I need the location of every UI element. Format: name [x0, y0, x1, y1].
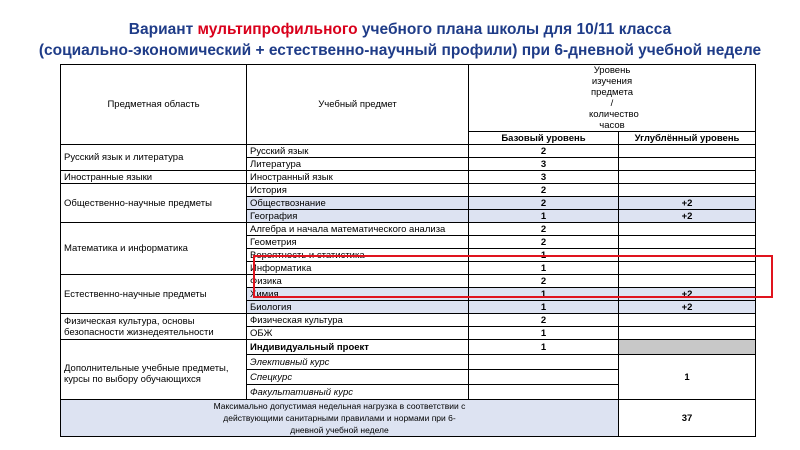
header-basic: Базовый уровень — [469, 132, 619, 145]
table-row — [61, 171, 756, 184]
header-advanced: Углублённый уровень — [619, 132, 756, 145]
advanced-cell: +2 — [619, 197, 756, 210]
subject-cell: Иностранный язык — [247, 171, 469, 184]
basic-cell: 1 — [469, 340, 619, 355]
advanced-cell — [619, 314, 756, 327]
basic-cell: 3 — [469, 171, 619, 184]
title-text-end: учебного плана школы для 10/11 класса — [357, 21, 672, 38]
extra-total-cell: 1 — [619, 355, 756, 400]
basic-cell: 2 — [469, 145, 619, 158]
advanced-cell — [619, 171, 756, 184]
advanced-cell — [619, 249, 756, 262]
basic-cell: 1 — [469, 249, 619, 262]
area-cell: Иностранные языки — [61, 171, 247, 184]
basic-cell: 1 — [469, 288, 619, 301]
basic-cell — [469, 385, 619, 400]
advanced-cell-disabled — [619, 340, 756, 355]
subject-cell: Факультативный курс — [247, 385, 469, 400]
subject-cell: Индивидуальный проект — [247, 340, 469, 355]
basic-cell: 2 — [469, 314, 619, 327]
basic-cell: 3 — [469, 158, 619, 171]
advanced-cell — [619, 262, 756, 275]
title-text: Вариант — [128, 21, 198, 38]
table-row — [61, 340, 756, 355]
advanced-cell — [619, 223, 756, 236]
basic-cell — [469, 370, 619, 385]
advanced-cell — [619, 145, 756, 158]
subject-cell: Литература — [247, 158, 469, 171]
subject-cell: Физика — [247, 275, 469, 288]
advanced-cell — [619, 184, 756, 197]
page-title-line-1 — [0, 21, 800, 39]
basic-cell: 2 — [469, 197, 619, 210]
table-row — [61, 314, 756, 327]
area-cell: Дополнительные учебные предметы, курсы по выбору обучающихся — [61, 340, 247, 400]
subject-cell: Информатика — [247, 262, 469, 275]
table-row — [61, 145, 756, 158]
table-row — [61, 223, 756, 236]
basic-cell: 1 — [469, 327, 619, 340]
subject-cell: Геометрия — [247, 236, 469, 249]
footer-total: 37 — [619, 400, 756, 437]
subject-cell: География — [247, 210, 469, 223]
advanced-cell — [619, 327, 756, 340]
curriculum-table — [60, 64, 756, 437]
subject-cell: Спецкурс — [247, 370, 469, 385]
basic-cell — [469, 355, 619, 370]
title-accent: мультипрофильного — [197, 21, 358, 38]
footer-text: Максимально допустимая недельная нагрузка в соответствии с действующими санитарными правилами и нормами при 6-дневной учебной неделе — [61, 400, 619, 437]
table-row — [61, 275, 756, 288]
subject-cell: Алгебра и начала математического анализа — [247, 223, 469, 236]
footer-row — [61, 400, 756, 437]
subject-cell: Русский язык — [247, 145, 469, 158]
advanced-cell: +2 — [619, 210, 756, 223]
page-title-line-2: (социально-экономический + естественно-научный профили) при 6-дневной учебной неделе — [38, 42, 762, 59]
subject-cell: ОБЖ — [247, 327, 469, 340]
header-subject: Учебный предмет — [247, 65, 469, 145]
basic-cell: 1 — [469, 262, 619, 275]
basic-cell: 1 — [469, 210, 619, 223]
subject-cell: История — [247, 184, 469, 197]
subject-cell: Физическая культура — [247, 314, 469, 327]
area-cell: Естественно-научные предметы — [61, 275, 247, 314]
header-level: Уровень изучения предмета / количество часов — [469, 65, 756, 132]
header-area: Предметная область — [61, 65, 247, 145]
advanced-cell — [619, 236, 756, 249]
advanced-cell: +2 — [619, 301, 756, 314]
area-cell: Физическая культура, основы безопасности жизнедеятельности — [61, 314, 247, 340]
basic-cell: 2 — [469, 236, 619, 249]
basic-cell: 2 — [469, 223, 619, 236]
subject-cell: Вероятность и статистика — [247, 249, 469, 262]
basic-cell: 2 — [469, 184, 619, 197]
area-cell: Общественно-научные предметы — [61, 184, 247, 223]
basic-cell: 2 — [469, 275, 619, 288]
area-cell: Математика и информатика — [61, 223, 247, 275]
advanced-cell — [619, 158, 756, 171]
basic-cell: 1 — [469, 301, 619, 314]
advanced-cell: +2 — [619, 288, 756, 301]
table-row — [61, 184, 756, 197]
subject-cell: Химия — [247, 288, 469, 301]
subject-cell: Обществознание — [247, 197, 469, 210]
advanced-cell — [619, 275, 756, 288]
subject-cell: Элективный курс — [247, 355, 469, 370]
area-cell: Русский язык и литература — [61, 145, 247, 171]
subject-cell: Биология — [247, 301, 469, 314]
